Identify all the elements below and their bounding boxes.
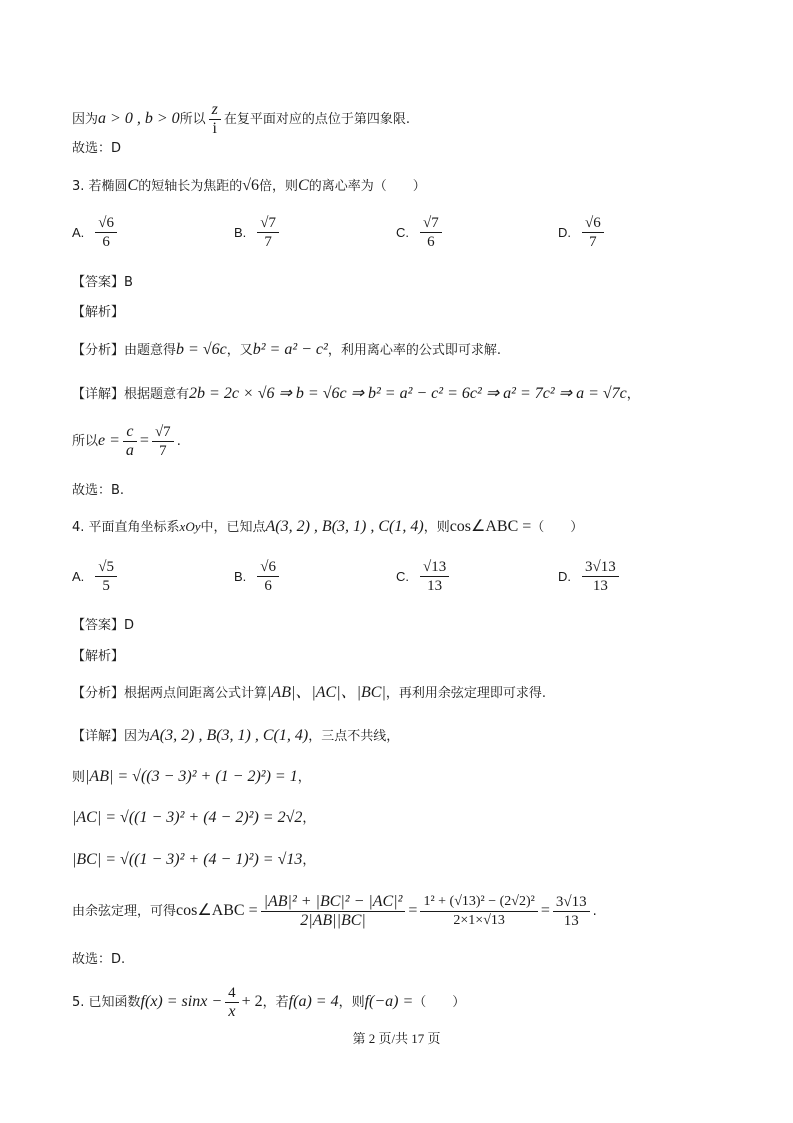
q4-answer: 【答案】D [72,618,135,633]
q3-selection: 故选：B. [72,483,125,498]
q4-option-b[interactable]: B. $\frac{√6}{6}$ [234,558,282,595]
q4-distance-ab: 则|AB| = √((3 − 3)² + (1 − 2)²) = 1， [72,768,311,785]
q3-option-c[interactable]: C. $\frac{√7}{6}$ [396,214,445,251]
fraction-z-over-i: $\frac{z}{i}$ [209,101,221,138]
q4-option-a[interactable]: A. $\frac{√5}{5}$ [72,558,120,595]
q3-option-d[interactable]: D. $\frac{√6}{7}$ [558,214,607,251]
q4-option-c[interactable]: C. $\frac{√13}{13}$ [396,558,452,595]
q3-eccentricity-result: 所以e = $\frac{c}{a}$ = $\frac{√7}{7}$ . [72,423,181,459]
answer-choice-prev: 故选：D [72,141,122,156]
page-number-footer: 第 2 页/共 17 页 [352,1031,441,1046]
q3-option-b[interactable]: B. $\frac{√7}{7}$ [234,214,282,251]
question-5: 5. 已知函数f(x) = sinx − $\frac{4}{x}$ + 2，若f(a) = 4，则f(−a) =（ ） [72,985,466,1020]
line-conclusion-quadrant: 因为a > 0 , b > 0所以 $\frac{z}{i}$ 在复平面对应的点位于第四象限. [72,101,410,137]
q3-detail: 【详解】根据题意有2b = 2c × √6 ⇒ b = √6c ⇒ b² = a² − c² = 6c² ⇒ a² = 7c² ⇒ a = √7c， [72,385,640,402]
q4-detail: 【详解】因为A(3, 2) , B(3, 1) , C(1, 4)，三点不共线， [72,727,400,744]
q4-selection: 故选：D. [72,952,126,967]
q4-distance-ac: |AC| = √((1 − 3)² + (4 − 2)²) = 2√2， [72,809,316,826]
question-3: 3. 若椭圆C的短轴长为焦距的√6倍，则C的离心率为（ ） [72,177,426,194]
q4-distance-bc: |BC| = √((1 − 3)² + (4 − 1)²) = √13， [72,851,316,868]
question-4: 4. 平面直角坐标系xOy中，已知点A(3, 2) , B(3, 1) , C(1, 4)，则cos∠ABC =（ ） [72,518,584,535]
q3-option-a[interactable]: A. $\frac{√6}{6}$ [72,214,120,251]
q3-answer: 【答案】B [72,275,133,290]
q4-cosine-law: 由余弦定理，可得cos∠ABC = $\frac{\text{|AB|² + |BC|² − |AC|²}}{2|AB||BC|}$ = $\frac{\text{1² + (√13)² − (2√2)²}}{2\times 1\times√13}$ = $\frac{3√13}{13}$ . [72,893,597,929]
q4-option-d[interactable]: D. $\frac{3√13}{13}$ [558,558,622,595]
q3-analysis-heading: 【解析】 [72,305,125,320]
q3-analysis: 【分析】由题意得b = √6c，又b² = a² − c²，利用离心率的公式即可求解. [72,341,501,358]
q4-analysis-heading: 【解析】 [72,649,125,664]
math-a-b-positive: a > 0 , b > 0 [98,110,180,127]
q4-analysis: 【分析】根据两点间距离公式计算|AB|、|AC|、|BC|，再利用余弦定理即可求得. [72,684,546,701]
